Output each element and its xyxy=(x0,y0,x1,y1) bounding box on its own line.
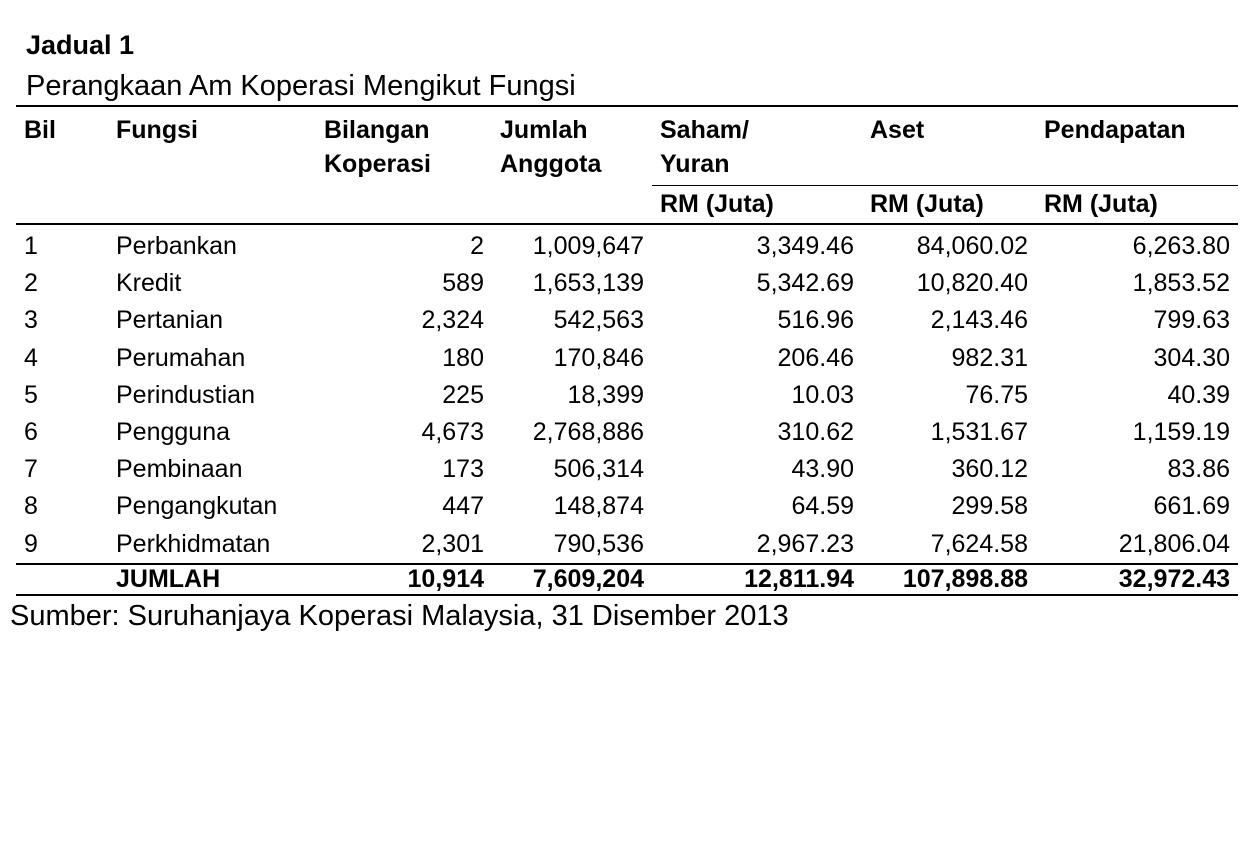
cell-fungsi: Pengguna xyxy=(116,418,231,447)
cell-saham-yuran: 310.62 xyxy=(777,418,854,447)
cell-aset: 360.12 xyxy=(951,455,1028,484)
cell-bil: 5 xyxy=(24,380,38,409)
cell-bil: 8 xyxy=(24,492,38,521)
header-saham-line2: Yuran xyxy=(660,150,730,178)
total-koperasi: 10,914 xyxy=(316,564,492,595)
header-bilangan-line1: Bilangan xyxy=(324,116,430,144)
cell-saham-yuran: 5,342.69 xyxy=(756,269,854,298)
cell-bil: 2 xyxy=(24,269,38,298)
table-title: Jadual 1 xyxy=(26,30,135,60)
cell-bilangan-koperasi: 180 xyxy=(442,343,484,372)
table-row xyxy=(16,265,1238,302)
header-aset xyxy=(862,106,1036,186)
cell-bilangan-koperasi: 2,301 xyxy=(421,529,484,558)
table-row xyxy=(16,340,1238,377)
total-aset: 107,898.88 xyxy=(862,564,1036,595)
cell-saham-yuran: 206.46 xyxy=(777,343,854,372)
table-row xyxy=(16,377,1238,414)
cell-aset: 1,531.67 xyxy=(930,418,1028,447)
cell-jumlah-anggota: 18,399 xyxy=(567,380,644,409)
cell-pendapatan: 40.39 xyxy=(1167,380,1230,409)
cell-aset: 2,143.46 xyxy=(930,306,1028,335)
cell-bil: 7 xyxy=(24,455,38,484)
cell-fungsi: Pengangkutan xyxy=(116,492,278,521)
cell-jumlah-anggota: 1,009,647 xyxy=(532,232,644,261)
header-fungsi-label: Fungsi xyxy=(116,116,198,144)
total-anggota: 7,609,204 xyxy=(492,564,652,595)
cell-jumlah-anggota: 2,768,886 xyxy=(532,418,644,447)
cell-pendapatan: 661.69 xyxy=(1153,492,1230,521)
cell-fungsi: Perbankan xyxy=(116,232,237,261)
table-body xyxy=(16,224,1238,564)
unit-aset: RM (Juta) xyxy=(862,186,1036,225)
total-saham: 12,811.94 xyxy=(652,564,862,595)
total-label: JUMLAH xyxy=(108,564,316,595)
cell-saham-yuran: 43.90 xyxy=(791,455,854,484)
unit-saham: RM (Juta) xyxy=(652,186,862,225)
cell-fungsi: Kredit xyxy=(116,269,182,298)
header-bilangan-line2: Koperasi xyxy=(324,150,431,178)
table-row xyxy=(16,451,1238,488)
header-saham-line1: Saham/ xyxy=(660,116,749,144)
header-bilangan-koperasi xyxy=(316,106,492,224)
total-row xyxy=(16,564,1238,595)
cell-bilangan-koperasi: 2,324 xyxy=(421,306,484,335)
cell-fungsi: Perindustian xyxy=(116,380,255,409)
cell-pendapatan: 6,263.80 xyxy=(1132,232,1230,261)
cell-aset: 76.75 xyxy=(965,380,1028,409)
cell-bilangan-koperasi: 2 xyxy=(470,232,484,261)
cell-jumlah-anggota: 542,563 xyxy=(553,306,644,335)
cell-bilangan-koperasi: 173 xyxy=(442,455,484,484)
cell-jumlah-anggota: 170,846 xyxy=(553,343,644,372)
cell-saham-yuran: 3,349.46 xyxy=(756,232,854,261)
header-pendapatan xyxy=(1036,106,1238,186)
cell-aset: 7,624.58 xyxy=(930,529,1028,558)
header-jumlah-anggota xyxy=(492,106,652,224)
header-jumlah-line2: Anggota xyxy=(500,150,602,178)
cell-aset: 84,060.02 xyxy=(916,232,1028,261)
header-aset-label: Aset xyxy=(870,116,925,144)
cell-pendapatan: 304.30 xyxy=(1153,343,1230,372)
cell-pendapatan: 1,853.52 xyxy=(1132,269,1230,298)
table-row xyxy=(16,526,1238,564)
table-subtitle: Perangkaan Am Koperasi Mengikut Fungsi xyxy=(26,70,576,102)
cell-bilangan-koperasi: 447 xyxy=(442,492,484,521)
cell-saham-yuran: 516.96 xyxy=(777,306,854,335)
cell-fungsi: Perkhidmatan xyxy=(116,529,271,558)
source-note: Sumber: Suruhanjaya Koperasi Malaysia, 31 Disember 2013 xyxy=(10,600,789,632)
header-bil-label: Bil xyxy=(24,116,56,144)
cell-pendapatan: 799.63 xyxy=(1153,306,1230,335)
cooperative-statistics-table xyxy=(16,105,1238,596)
cell-bilangan-koperasi: 4,673 xyxy=(421,418,484,447)
cell-saham-yuran: 64.59 xyxy=(791,492,854,521)
cell-bilangan-koperasi: 589 xyxy=(442,269,484,298)
cell-aset: 299.58 xyxy=(951,492,1028,521)
cell-saham-yuran: 2,967.23 xyxy=(756,529,854,558)
cell-jumlah-anggota: 790,536 xyxy=(553,529,644,558)
cell-bil: 3 xyxy=(24,306,38,335)
table-row xyxy=(16,414,1238,451)
cell-pendapatan: 1,159.19 xyxy=(1132,418,1230,447)
total-pendapatan: 32,972.43 xyxy=(1036,564,1238,595)
cell-fungsi: Pembinaan xyxy=(116,455,243,484)
cell-aset: 10,820.40 xyxy=(916,269,1028,298)
header-row xyxy=(16,106,1238,186)
cell-jumlah-anggota: 506,314 xyxy=(553,455,644,484)
table-row xyxy=(16,224,1238,265)
cell-bil: 9 xyxy=(24,529,38,558)
cell-pendapatan: 21,806.04 xyxy=(1118,529,1230,558)
cell-pendapatan: 83.86 xyxy=(1167,455,1230,484)
header-saham-yuran xyxy=(652,106,862,186)
cell-fungsi: Perumahan xyxy=(116,343,246,372)
cell-bil: 4 xyxy=(24,343,38,372)
cell-bil: 1 xyxy=(24,232,38,261)
cell-bilangan-koperasi: 225 xyxy=(442,380,484,409)
cell-saham-yuran: 10.03 xyxy=(791,380,854,409)
unit-pendapatan: RM (Juta) xyxy=(1036,186,1238,225)
header-fungsi xyxy=(108,106,316,224)
cell-fungsi: Pertanian xyxy=(116,306,224,335)
cell-bil: 6 xyxy=(24,418,38,447)
header-bil xyxy=(16,106,108,224)
cell-jumlah-anggota: 1,653,139 xyxy=(532,269,644,298)
table-row xyxy=(16,488,1238,525)
header-jumlah-line1: Jumlah xyxy=(500,116,588,144)
total-bil xyxy=(16,564,108,595)
cell-jumlah-anggota: 148,874 xyxy=(553,492,644,521)
table-header xyxy=(16,106,1238,224)
header-pendapatan-label: Pendapatan xyxy=(1044,116,1186,144)
table-row xyxy=(16,302,1238,339)
cell-aset: 982.31 xyxy=(951,343,1028,372)
